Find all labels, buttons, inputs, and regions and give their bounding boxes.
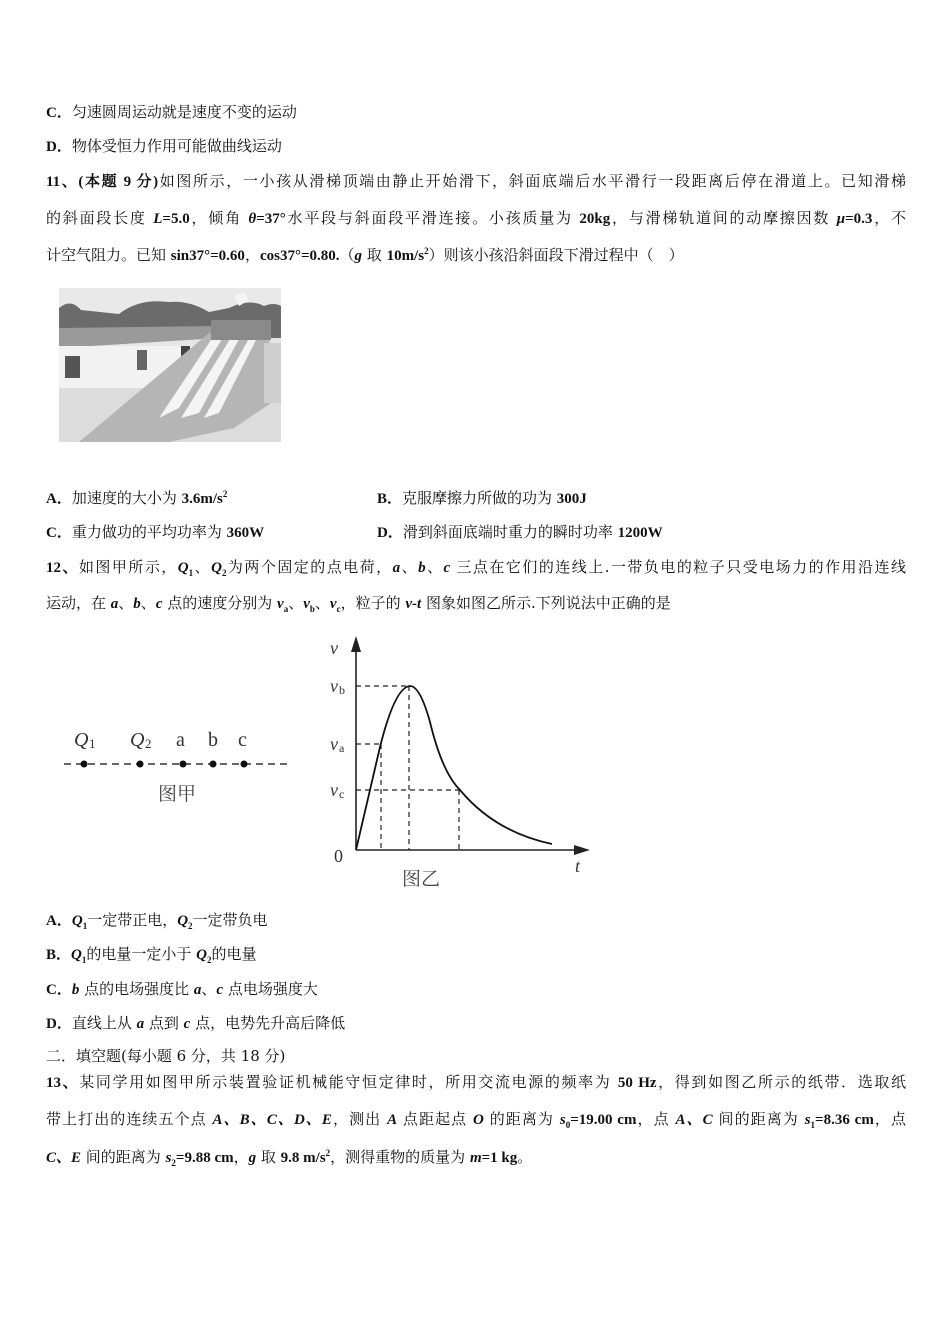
text: 水平段与斜面段平滑连接。小孩质量为 [285, 209, 580, 227]
option-label: C． [46, 105, 72, 121]
text: 为两个固定的点电荷， [226, 558, 393, 576]
q12-option-c [46, 979, 318, 1000]
q12-option-a [46, 910, 268, 931]
text: 、 [193, 558, 212, 576]
q11-line-3 [46, 245, 684, 266]
value: =37° [256, 211, 286, 227]
var-g: g [248, 1150, 257, 1166]
text: 三点在它们的连线上.一带负电的粒子只受电场力的作用沿连线 [450, 558, 906, 576]
option-text: 克服摩擦力所做的功为 [402, 489, 557, 507]
option-text: 点的电场强度比 [79, 980, 194, 998]
text: 的距离为 [483, 1110, 560, 1128]
svg-text:1: 1 [89, 736, 96, 751]
exponent: 2 [424, 246, 429, 256]
subscript: 1 [188, 568, 194, 578]
q12-line-2 [46, 593, 671, 614]
value: =1 kg [481, 1150, 518, 1166]
q12-option-d [46, 1013, 345, 1034]
option-text: 点到 [144, 1014, 184, 1032]
value: sin37°=0.60 [170, 248, 245, 264]
value: 20kg [579, 211, 611, 227]
option-label: A． [46, 913, 72, 929]
option-value: 1200W [617, 525, 663, 541]
option-label: C． [46, 525, 72, 541]
subscript: 0 [565, 1120, 571, 1130]
var-theta: θ [248, 211, 257, 227]
text: ，倾角 [189, 209, 249, 227]
option-text: 滑到斜面底端时重力的瞬时功率 [402, 523, 618, 541]
var-mu: μ [836, 211, 846, 227]
exponent: 2 [325, 1148, 331, 1158]
value: =19.00 cm [570, 1112, 637, 1128]
var-Q1: Q [71, 913, 83, 929]
var-c: c [183, 1016, 191, 1032]
value: 10m/s [386, 248, 425, 264]
text: 间的距离为 [81, 1148, 166, 1166]
var-va: v [277, 596, 284, 612]
var-O: O [473, 1112, 484, 1128]
text: 运动，在 [46, 594, 111, 612]
svg-text:v: v [330, 780, 338, 800]
var-s1: s [804, 1112, 811, 1128]
question-number: 12、 [46, 560, 79, 576]
text: 、 [288, 594, 304, 612]
option-label: B． [46, 947, 72, 963]
option-text: 的电量一定小于 [86, 945, 197, 963]
q11-line-1 [46, 171, 906, 192]
option-text: 点，电势先升高后降低 [190, 1014, 346, 1032]
text: 、 [400, 558, 419, 576]
subscript: b [309, 604, 315, 614]
var-Q2: Q [196, 947, 207, 963]
text: ，点 [636, 1110, 676, 1128]
option-text: 的电量 [211, 945, 257, 963]
svg-text:c: c [238, 729, 247, 751]
question-number: 11、 [46, 174, 79, 190]
option-label: D． [46, 1016, 72, 1032]
var-a: a [110, 596, 119, 612]
svg-text:v: v [330, 676, 338, 696]
svg-text:图甲: 图甲 [158, 783, 197, 805]
text: 、 [140, 594, 156, 612]
value: =8.36 cm [815, 1112, 874, 1128]
var-a: a [136, 1016, 145, 1032]
option-text: 物体受恒力作用可能做曲线运动 [71, 137, 282, 155]
var-vt: v-t [405, 596, 422, 612]
q11-option-b [377, 488, 587, 509]
q11-option-d [377, 522, 663, 543]
text: ，不 [872, 209, 906, 227]
subscript: 1 [81, 955, 87, 965]
text: 的斜面段长度 [46, 209, 154, 227]
text: ）则该小孩沿斜面段下滑过程中（ ） [428, 246, 684, 264]
q11-option-c [46, 522, 264, 543]
text: 如图甲所示， [78, 558, 178, 576]
option-label: D． [377, 525, 403, 541]
var-Q2: Q [177, 913, 189, 929]
value: =0.3 [845, 211, 873, 227]
figure-jia [60, 722, 300, 812]
text: 、 [425, 558, 444, 576]
subscript: c [336, 604, 341, 614]
text: ， [244, 246, 260, 264]
text: 、 [314, 594, 330, 612]
svg-text:t: t [575, 856, 581, 876]
var-vc: v [329, 596, 337, 612]
var-a: a [392, 560, 401, 576]
var-s2: s [165, 1150, 172, 1166]
question-text: 如图所示，一小孩从滑梯顶端由静止开始滑下，斜面底端后水平滑行一段距离后停在滑道上。已知滑梯 [158, 172, 906, 190]
svg-text:v: v [330, 734, 338, 754]
text: 图象如图乙所示.下列说法中正确的是 [421, 594, 671, 612]
subscript: 1 [810, 1120, 816, 1130]
var-Q2: Q [211, 560, 222, 576]
var-s0: s [559, 1112, 566, 1128]
text: 点的速度分别为 [162, 594, 278, 612]
text: ，得到如图乙所示的纸带．选取纸 [656, 1073, 906, 1091]
option-text: 、 [201, 980, 217, 998]
q12-line-1 [46, 557, 906, 578]
option-label: D． [46, 139, 72, 155]
charge-line-diagram [60, 722, 300, 812]
text: ，点 [873, 1110, 906, 1128]
text: 、 [118, 594, 134, 612]
q13-line-1 [46, 1072, 906, 1093]
subscript: 2 [221, 568, 227, 578]
text: 某同学用如图甲所示装置验证机械能守恒定律时，所用交流电源的频率为 [79, 1073, 618, 1091]
svg-text:0: 0 [334, 846, 343, 866]
svg-text:v: v [330, 638, 338, 658]
var-a: a [193, 982, 202, 998]
text: （ [339, 246, 355, 264]
var-b: b [133, 596, 141, 612]
svg-text:c: c [339, 787, 345, 801]
option-text: 加速度的大小为 [71, 489, 182, 507]
option-text: 一定带负电 [192, 911, 268, 929]
question-number: 13、 [46, 1075, 80, 1091]
text: ，测得重物的质量为 [330, 1148, 470, 1166]
var-m: m [469, 1150, 482, 1166]
var-g: g [354, 248, 363, 264]
var-A: A [387, 1112, 398, 1128]
option-value: 360W [226, 525, 265, 541]
option-label: A． [46, 491, 72, 507]
q11-line-2 [46, 208, 906, 229]
points: A、C [675, 1112, 713, 1128]
text: ，与滑梯轨道间的动摩擦因数 [610, 209, 837, 227]
vt-graph [320, 632, 600, 897]
points: C、E [46, 1150, 82, 1166]
slide-photo [59, 288, 281, 442]
text: ，粒子的 [340, 594, 406, 612]
option-text: 匀速圆周运动就是速度不变的运动 [71, 103, 297, 121]
value: 50 Hz [617, 1075, 657, 1091]
text: 间的距离为 [712, 1110, 805, 1128]
value: 9.8 m/s [280, 1150, 326, 1166]
q12-option-b [46, 944, 257, 965]
value: =5.0 [162, 211, 190, 227]
var-vb: v [303, 596, 310, 612]
q10-option-d [46, 136, 282, 157]
figure-yi [320, 632, 600, 897]
var-c: c [155, 596, 163, 612]
var-b: b [418, 560, 426, 576]
svg-text:Q: Q [74, 729, 89, 751]
q13-line-3 [46, 1147, 532, 1168]
subscript: 2 [188, 921, 193, 931]
option-text: 点电场强度大 [223, 980, 318, 998]
svg-text:a: a [176, 729, 185, 751]
subscript: 2 [206, 955, 212, 965]
value: =9.88 cm [175, 1150, 234, 1166]
exponent: 2 [222, 489, 228, 499]
text: 。 [517, 1148, 533, 1166]
section-title: 二．填空题(每小题 6 分，共 18 分) [46, 1047, 286, 1065]
q10-option-c [46, 102, 297, 123]
text: 带上打出的连续五个点 [46, 1110, 213, 1128]
slide-photo-image [59, 288, 281, 442]
svg-text:b: b [208, 729, 218, 751]
var-Q1: Q [71, 947, 82, 963]
option-text: 直线上从 [71, 1014, 137, 1032]
var-c: c [443, 560, 451, 576]
question-score: (本题 9 分) [78, 174, 159, 190]
q13-line-2 [46, 1109, 906, 1130]
svg-text:a: a [339, 741, 345, 755]
value: cos37°=0.80. [259, 248, 340, 264]
svg-text:b: b [339, 683, 345, 697]
option-value: 300J [556, 491, 587, 507]
var-L: L [153, 211, 163, 227]
subscript: 2 [171, 1158, 176, 1168]
option-label: B． [377, 491, 403, 507]
q11-option-a [46, 488, 227, 509]
svg-text:Q: Q [130, 729, 145, 751]
option-text: 一定带正电， [87, 911, 178, 929]
text: 计空气阻力。已知 [46, 246, 171, 264]
subscript: a [283, 604, 289, 614]
text: ， [233, 1148, 249, 1166]
svg-text:图乙: 图乙 [402, 868, 441, 890]
points: A、B、C、D、E [212, 1112, 332, 1128]
var-c: c [216, 982, 224, 998]
text: 取 [362, 246, 387, 264]
var-Q1: Q [177, 560, 189, 576]
option-text: 重力做功的平均功率为 [71, 523, 227, 541]
svg-text:2: 2 [145, 736, 152, 751]
option-value: 3.6m/s [181, 491, 223, 507]
option-label: C． [46, 982, 72, 998]
text: ，测出 [331, 1110, 388, 1128]
subscript: 1 [82, 921, 88, 931]
text: 点距起点 [397, 1110, 474, 1128]
var-b: b [71, 982, 80, 998]
text: 取 [256, 1148, 281, 1166]
